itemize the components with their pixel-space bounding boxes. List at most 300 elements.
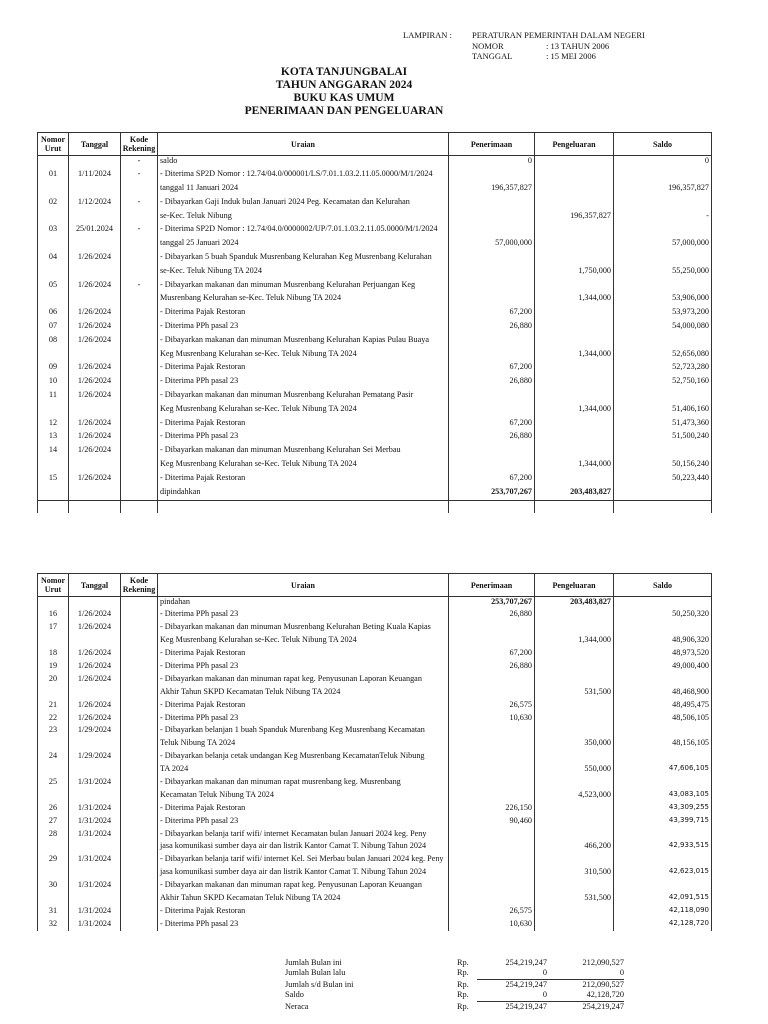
summary-label: Neraca <box>285 1001 309 1011</box>
cell-pengeluaran <box>535 335 614 349</box>
cell-pengeluaran <box>535 445 614 459</box>
cell-pengeluaran: 550,000 <box>535 764 614 777</box>
cell-kode <box>121 829 158 842</box>
cell-penerimaan <box>449 764 535 777</box>
cell-saldo <box>614 169 712 183</box>
cell-saldo <box>614 252 712 266</box>
cell-kode <box>121 487 158 501</box>
table-row <box>38 445 712 459</box>
cell-nomor: 27 <box>38 816 69 829</box>
cell-pengeluaran: 4,523,000 <box>535 790 614 803</box>
cell-nomor: 26 <box>38 803 69 816</box>
summary-penerimaan: 254,219,247 <box>505 958 547 967</box>
cell-penerimaan: 57,000,000 <box>449 238 535 252</box>
cell-pengeluaran <box>535 390 614 404</box>
cell-pengeluaran <box>535 700 614 713</box>
cell-saldo: 42,623,015 <box>614 867 712 880</box>
summary-pengeluaran: 0 <box>547 968 624 979</box>
cell-penerimaan <box>449 335 535 349</box>
cell-kode <box>121 622 158 635</box>
cell-kode <box>121 919 158 931</box>
cell-uraian: - Diterima Pajak Restoran <box>158 906 449 919</box>
cell-kode <box>121 854 158 867</box>
cell-saldo: 47,606,105 <box>614 764 712 777</box>
cell-kode <box>121 307 158 321</box>
cell-penerimaan: 10,630 <box>449 713 535 726</box>
cell-kode <box>121 609 158 622</box>
cell-penerimaan <box>449 867 535 880</box>
col-saldo: Saldo <box>614 133 712 156</box>
tanggal-value: : 15 MEI 2006 <box>546 51 596 61</box>
cell-kode: - <box>121 197 158 211</box>
cell-saldo: 50,223,440 <box>614 473 712 487</box>
cell-nomor: 01 <box>38 169 69 183</box>
summary-block <box>285 958 624 1012</box>
cell-nomor <box>38 404 69 418</box>
cell-penerimaan <box>449 197 535 211</box>
cell-uraian: - Dibayarkan makanan dan minuman Musrenbang Kelurahan Perjuangan Keg <box>158 280 449 294</box>
table-row <box>38 906 712 919</box>
cell-uraian: - Dibayarkan makanan dan minuman Musrenbang Kelurahan Beting Kuala Kapias <box>158 622 449 635</box>
table-row <box>38 893 712 906</box>
cell-uraian: Akhir Tahun SKPD Kecamatan Teluk Nibung TA 2024 <box>158 687 449 700</box>
table-row <box>38 252 712 266</box>
cell-nomor: 12 <box>38 418 69 432</box>
cell-saldo: 52,723,280 <box>614 362 712 376</box>
cell-kode: - <box>121 156 158 170</box>
cell-saldo <box>614 445 712 459</box>
cell-kode <box>121 764 158 777</box>
cell-penerimaan <box>449 390 535 404</box>
cell-uraian: Teluk Nibung TA 2024 <box>158 738 449 751</box>
cell-uraian: - Dibayarkan makanan dan minuman Musrenbang Kelurahan Pematang Pasir <box>158 390 449 404</box>
header-row <box>38 574 712 597</box>
cell-nomor: 14 <box>38 445 69 459</box>
cell-pengeluaran <box>535 156 614 170</box>
document-titles <box>0 66 768 118</box>
title-book: BUKU KAS UMUM <box>293 92 395 104</box>
summary-penerimaan: 254,219,247 <box>505 1001 547 1011</box>
table-row <box>38 197 712 211</box>
table-row <box>38 764 712 777</box>
cell-kode <box>121 335 158 349</box>
cell-penerimaan: 26,575 <box>449 700 535 713</box>
col-nomor-urut: Nomor Urut <box>38 574 69 597</box>
cell-uraian: jasa komunikasi sumber daya air dan listrik Kantor Camat T. Nibung Tahun 2024 <box>158 841 449 854</box>
cell-kode <box>121 661 158 674</box>
col-penerimaan: Penerimaan <box>449 133 535 156</box>
cell-saldo <box>614 725 712 738</box>
cell-penerimaan <box>449 349 535 363</box>
col-uraian: Uraian <box>158 574 449 597</box>
cell-uraian: - Dibayarkan belanja tarif wifi/ internet Kel. Sei Merbau bulan Januari 2024 keg. Peny <box>158 854 449 867</box>
table-row <box>38 687 712 700</box>
cell-penerimaan: 196,357,827 <box>449 183 535 197</box>
cell-penerimaan <box>449 725 535 738</box>
cell-tanggal <box>69 238 121 252</box>
cell-penerimaan: 0 <box>449 156 535 170</box>
table-row <box>38 919 712 931</box>
cell-saldo <box>614 335 712 349</box>
cell-penerimaan: 253,707,267 <box>449 597 535 610</box>
table-row <box>38 880 712 893</box>
cell-pengeluaran <box>535 816 614 829</box>
cell-pengeluaran: 203,483,827 <box>535 597 614 610</box>
col-kode-rekening: Kode Rekening <box>121 133 158 156</box>
cell-pengeluaran: 1,344,000 <box>535 293 614 307</box>
cell-kode <box>121 349 158 363</box>
cell-tanggal <box>69 211 121 225</box>
peraturan-title: PERATURAN PEMERINTAH DALAM NEGERI <box>472 30 645 40</box>
cell-uraian: se-Kec. Teluk Nibung TA 2024 <box>158 266 449 280</box>
cell-penerimaan <box>449 854 535 867</box>
cell-kode <box>121 445 158 459</box>
cell-nomor <box>38 459 69 473</box>
title-city: KOTA TANJUNGBALAI <box>280 66 408 78</box>
table-row <box>38 790 712 803</box>
cell-kode <box>121 777 158 790</box>
cell-kode <box>121 597 158 610</box>
cell-kode <box>121 362 158 376</box>
table-row <box>38 700 712 713</box>
cell-nomor: 07 <box>38 321 69 335</box>
cell-penerimaan <box>449 280 535 294</box>
cell-penerimaan <box>449 893 535 906</box>
cell-saldo: 48,468,900 <box>614 687 712 700</box>
table-row <box>38 183 712 197</box>
cell-pengeluaran <box>535 321 614 335</box>
cell-penerimaan <box>449 687 535 700</box>
summary-currency: Rp. <box>457 979 469 989</box>
cell-tanggal <box>69 764 121 777</box>
cell-pengeluaran: 203,483,827 <box>535 487 614 501</box>
cell-pengeluaran <box>535 609 614 622</box>
cell-saldo <box>614 224 712 238</box>
cell-uraian: - Diterima Pajak Restoran <box>158 803 449 816</box>
cell-penerimaan: 67,200 <box>449 473 535 487</box>
cell-kode <box>121 459 158 473</box>
cell-penerimaan <box>449 224 535 238</box>
cell-saldo: 48,156,105 <box>614 738 712 751</box>
cell-tanggal: 1/26/2024 <box>69 390 121 404</box>
cell-uraian: - Dibayarkan makanan dan minuman rapat musrenbang keg. Musrenbang <box>158 777 449 790</box>
title-subject: PENERIMAAN DAN PENGELUARAN <box>244 105 444 117</box>
table-row <box>38 349 712 363</box>
cell-kode <box>121 687 158 700</box>
table-row <box>38 725 712 738</box>
cell-nomor: 19 <box>38 661 69 674</box>
cell-penerimaan <box>449 266 535 280</box>
cell-penerimaan <box>449 738 535 751</box>
col-nomor-urut: Nomor Urut <box>38 133 69 156</box>
cell-penerimaan: 226,150 <box>449 803 535 816</box>
cell-penerimaan: 10,630 <box>449 919 535 931</box>
cell-pengeluaran <box>535 431 614 445</box>
table-row <box>38 335 712 349</box>
cell-uraian: Keg Musrenbang Kelurahan se-Kec. Teluk Nibung TA 2024 <box>158 349 449 363</box>
table-row <box>38 362 712 376</box>
title-year: TAHUN ANGGARAN 2024 <box>275 79 413 91</box>
cell-uraian: Musrenbang Kelurahan se-Kec. Teluk Nibung TA 2024 <box>158 293 449 307</box>
summary-label: Jumlah Bulan ini <box>285 958 342 967</box>
summary-label: Jumlah Bulan lalu <box>285 968 346 978</box>
cell-penerimaan: 26,880 <box>449 431 535 445</box>
cell-tanggal: 1/26/2024 <box>69 700 121 713</box>
cell-saldo <box>614 751 712 764</box>
cell-penerimaan: 67,200 <box>449 418 535 432</box>
cell-tanggal <box>69 293 121 307</box>
cell-kode <box>121 700 158 713</box>
cell-tanggal <box>69 156 121 170</box>
cell-tanggal: 1/26/2024 <box>69 622 121 635</box>
cell-pengeluaran: 196,357,827 <box>535 211 614 225</box>
cell-pengeluaran <box>535 362 614 376</box>
cell-penerimaan <box>449 790 535 803</box>
cell-nomor <box>38 183 69 197</box>
cell-tanggal: 1/26/2024 <box>69 280 121 294</box>
cell-saldo: 0 <box>614 156 712 170</box>
cell-penerimaan <box>449 841 535 854</box>
cell-penerimaan: 26,880 <box>449 661 535 674</box>
cell-tanggal: 1/31/2024 <box>69 816 121 829</box>
cell-penerimaan: 26,575 <box>449 906 535 919</box>
table-row <box>38 803 712 816</box>
col-uraian: Uraian <box>158 133 449 156</box>
cell-penerimaan <box>449 622 535 635</box>
cell-pengeluaran: 1,344,000 <box>535 349 614 363</box>
cell-nomor: 09 <box>38 362 69 376</box>
cell-saldo: 48,973,520 <box>614 648 712 661</box>
cell-pengeluaran <box>535 854 614 867</box>
cell-uraian: - Dibayarkan makanan dan minuman Musrenbang Kelurahan Sei Merbau <box>158 445 449 459</box>
cell-kode <box>121 390 158 404</box>
cell-tanggal <box>69 459 121 473</box>
cell-saldo: 196,357,827 <box>614 183 712 197</box>
cell-nomor <box>38 349 69 363</box>
cell-nomor: 28 <box>38 829 69 842</box>
cell-tanggal <box>69 404 121 418</box>
cell-kode <box>121 738 158 751</box>
table-row <box>38 777 712 790</box>
cell-nomor: 25 <box>38 777 69 790</box>
table-row <box>38 487 712 501</box>
cell-tanggal: 1/29/2024 <box>69 751 121 764</box>
cell-kode <box>121 473 158 487</box>
cell-penerimaan <box>449 445 535 459</box>
cell-uraian: - Diterima PPh pasal 23 <box>158 919 449 931</box>
cell-tanggal: 1/31/2024 <box>69 880 121 893</box>
cell-pengeluaran: 1,344,000 <box>535 459 614 473</box>
table-row <box>38 473 712 487</box>
ledger-body-page-1 <box>38 156 712 513</box>
cell-nomor <box>38 841 69 854</box>
table-row <box>38 390 712 404</box>
cell-nomor: 16 <box>38 609 69 622</box>
cell-tanggal <box>69 635 121 648</box>
cell-nomor <box>38 293 69 307</box>
cell-pengeluaran <box>535 238 614 252</box>
cell-kode <box>121 293 158 307</box>
cell-penerimaan <box>449 252 535 266</box>
cell-saldo <box>614 777 712 790</box>
cell-saldo: 42,933,515 <box>614 841 712 854</box>
cell-uraian: Keg Musrenbang Kelurahan se-Kec. Teluk Nibung TA 2024 <box>158 459 449 473</box>
cell-pengeluaran <box>535 906 614 919</box>
cell-tanggal: 1/26/2024 <box>69 661 121 674</box>
col-kode-rekening: Kode Rekening <box>121 574 158 597</box>
cell-saldo <box>614 829 712 842</box>
cell-uraian: - Dibayarkan makanan dan minuman Musrenbang Kelurahan Kapias Pulau Buaya <box>158 335 449 349</box>
table-row <box>38 376 712 390</box>
cell-kode <box>121 893 158 906</box>
cell-uraian: Akhir Tahun SKPD Kecamatan Teluk Nibung TA 2024 <box>158 893 449 906</box>
cell-pengeluaran <box>535 674 614 687</box>
cell-tanggal: 1/26/2024 <box>69 252 121 266</box>
cell-saldo <box>614 197 712 211</box>
cell-saldo: - <box>614 211 712 225</box>
cell-tanggal: 1/26/2024 <box>69 335 121 349</box>
table-row <box>38 307 712 321</box>
cell-uraian: tanggal 11 Januari 2024 <box>158 183 449 197</box>
cell-saldo: 42,118,090 <box>614 906 712 919</box>
cell-saldo: 51,406,160 <box>614 404 712 418</box>
table-row <box>38 841 712 854</box>
cell-nomor: 32 <box>38 919 69 931</box>
cell-uraian: - Diterima Pajak Restoran <box>158 307 449 321</box>
table-row <box>38 211 712 225</box>
table-row <box>38 854 712 867</box>
cell-saldo <box>614 622 712 635</box>
summary-currency: Rp. <box>457 990 469 1000</box>
cell-uraian: saldo <box>158 156 449 170</box>
cell-pengeluaran: 350,000 <box>535 738 614 751</box>
cell-saldo: 48,906,320 <box>614 635 712 648</box>
cell-pengeluaran <box>535 224 614 238</box>
cell-nomor <box>38 266 69 280</box>
cell-nomor: 31 <box>38 906 69 919</box>
cell-tanggal: 1/26/2024 <box>69 362 121 376</box>
cell-uraian: - Diterima Pajak Restoran <box>158 473 449 487</box>
cell-kode <box>121 816 158 829</box>
cell-kode <box>121 321 158 335</box>
cell-kode <box>121 648 158 661</box>
cell-pengeluaran: 1,344,000 <box>535 635 614 648</box>
cell-uraian: tanggal 25 Januari 2024 <box>158 238 449 252</box>
cell-nomor <box>38 790 69 803</box>
cell-kode <box>121 238 158 252</box>
cell-pengeluaran <box>535 252 614 266</box>
table-row <box>38 635 712 648</box>
cell-uraian: - Diterima Pajak Restoran <box>158 700 449 713</box>
cell-saldo: 50,250,320 <box>614 609 712 622</box>
cell-penerimaan: 26,880 <box>449 376 535 390</box>
table-row <box>38 156 712 170</box>
cell-pengeluaran <box>535 648 614 661</box>
summary-penerimaan: 0 <box>477 968 547 979</box>
summary-row <box>285 990 624 1001</box>
cell-uraian: - Diterima PPh pasal 23 <box>158 661 449 674</box>
cell-nomor <box>38 211 69 225</box>
cell-nomor <box>38 238 69 252</box>
table-row <box>38 280 712 294</box>
cell-tanggal <box>69 841 121 854</box>
cell-pengeluaran: 531,500 <box>535 893 614 906</box>
header-row <box>38 133 712 156</box>
cell-pengeluaran <box>535 280 614 294</box>
cell-saldo: 55,250,000 <box>614 266 712 280</box>
table-row <box>38 597 712 610</box>
cell-uraian: - Diterima SP2D Nomor : 12.74/04.0/000001/LS/7.01.1.03.2.11.05.0000/M/1/2024 <box>158 169 449 183</box>
cell-saldo: 42,128,720 <box>614 919 712 931</box>
table-row <box>38 169 712 183</box>
cell-saldo <box>614 487 712 501</box>
cell-pengeluaran <box>535 725 614 738</box>
cell-penerimaan: 26,880 <box>449 609 535 622</box>
cell-penerimaan <box>449 880 535 893</box>
cell-nomor <box>38 156 69 170</box>
cell-saldo: 43,083,105 <box>614 790 712 803</box>
table-row <box>38 751 712 764</box>
cell-saldo: 51,473,360 <box>614 418 712 432</box>
tanggal-label: TANGGAL <box>472 51 513 61</box>
table-row <box>38 674 712 687</box>
cell-saldo: 48,506,105 <box>614 713 712 726</box>
cell-pengeluaran <box>535 713 614 726</box>
cell-penerimaan <box>449 674 535 687</box>
cell-uraian: - Dibayarkan makanan dan minuman rapat keg. Penyusunan Laporan Keuangan <box>158 880 449 893</box>
cell-nomor: 05 <box>38 280 69 294</box>
cell-kode <box>121 880 158 893</box>
cell-uraian: Keg Musrenbang Kelurahan se-Kec. Teluk Nibung TA 2024 <box>158 635 449 648</box>
cell-penerimaan: 26,880 <box>449 321 535 335</box>
summary-row <box>285 980 624 990</box>
cell-pengeluaran <box>535 919 614 931</box>
summary-pengeluaran: 212,090,527 <box>582 958 624 967</box>
table-row <box>38 713 712 726</box>
cell-uraian: - Dibayarkan belanjan 1 buah Spanduk Murenbang Keg Musrenbang Kecamatan <box>158 725 449 738</box>
cell-saldo: 57,000,000 <box>614 238 712 252</box>
cell-uraian: se-Kec. Teluk Nibung <box>158 211 449 225</box>
nomor-value: : 13 TAHUN 2006 <box>546 40 610 51</box>
cell-penerimaan <box>449 211 535 225</box>
cell-nomor: 24 <box>38 751 69 764</box>
cell-kode <box>121 674 158 687</box>
table-row <box>38 829 712 842</box>
table-row <box>38 224 712 238</box>
cell-tanggal: 1/29/2024 <box>69 725 121 738</box>
cell-tanggal: 1/31/2024 <box>69 803 121 816</box>
col-pengeluaran: Pengeluaran <box>535 133 614 156</box>
summary-row <box>285 958 624 968</box>
summary-row <box>285 968 624 979</box>
cell-penerimaan <box>449 169 535 183</box>
cell-nomor: 10 <box>38 376 69 390</box>
summary-label: Jumlah s/d Bulan ini <box>285 979 354 989</box>
cell-uraian: - Diterima SP2D Nomor : 12.74/04.0/0000002/UP/7.01.1.03.2.11.05.0000/M/1/2024 <box>158 224 449 238</box>
cell-tanggal: 1/26/2024 <box>69 609 121 622</box>
cell-kode <box>121 404 158 418</box>
cell-pengeluaran: 1,750,000 <box>535 266 614 280</box>
cell-nomor: 29 <box>38 854 69 867</box>
cell-penerimaan <box>449 777 535 790</box>
col-tanggal: Tanggal <box>69 574 121 597</box>
cell-nomor <box>38 597 69 610</box>
cell-saldo <box>614 280 712 294</box>
summary-currency: Rp. <box>457 1001 469 1011</box>
cell-saldo: 51,500,240 <box>614 431 712 445</box>
cell-pengeluaran <box>535 418 614 432</box>
cell-nomor: 15 <box>38 473 69 487</box>
